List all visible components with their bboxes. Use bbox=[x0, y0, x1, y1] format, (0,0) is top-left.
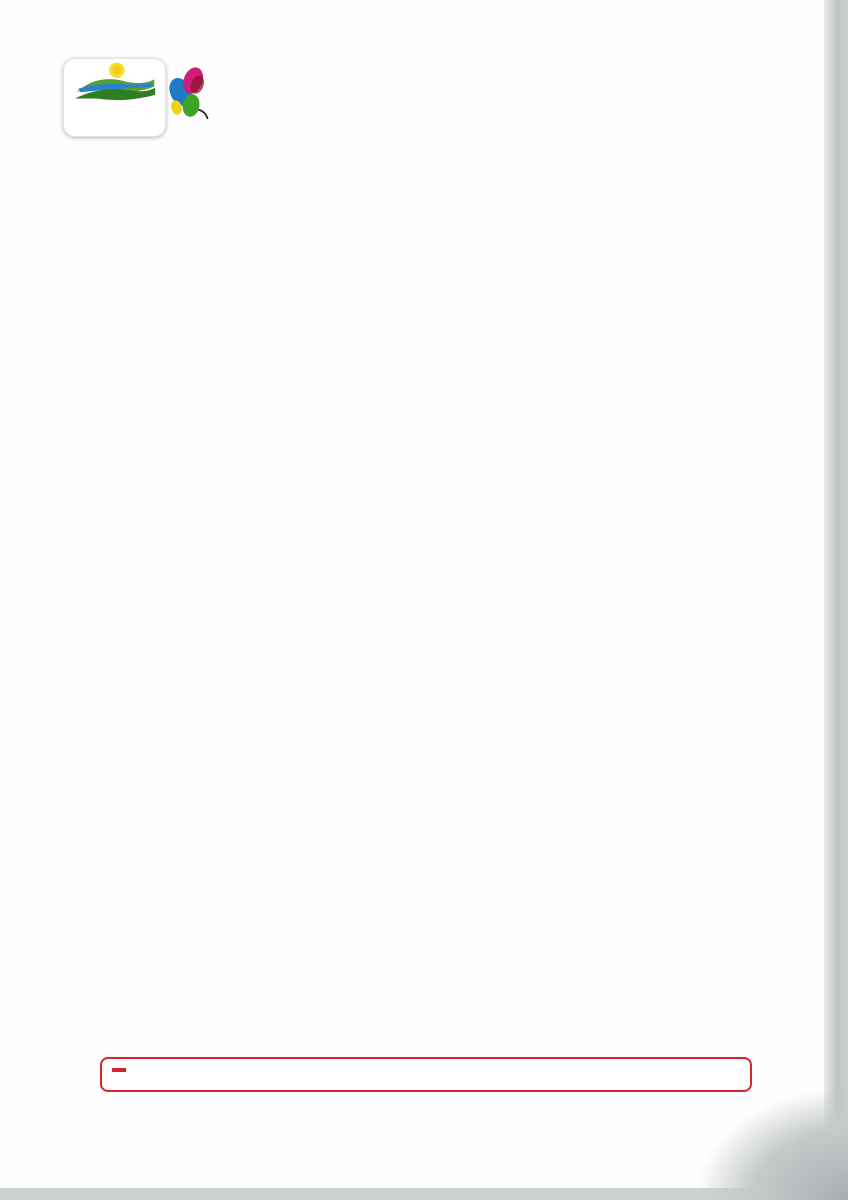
sirtom-logo bbox=[63, 58, 166, 137]
om-bin-slot bbox=[306, 112, 340, 155]
scan-shadow-corner bbox=[698, 1090, 848, 1200]
scan-edge-right bbox=[824, 0, 848, 1200]
legend-cs-label bbox=[596, 118, 620, 124]
legend-om-label bbox=[344, 120, 368, 126]
sirtom-landscape-icon bbox=[69, 62, 161, 104]
butterfly-icon bbox=[163, 62, 215, 126]
jours-feries-badge bbox=[112, 1068, 126, 1072]
cs-bin-slot bbox=[546, 109, 580, 152]
footer-note bbox=[100, 1057, 752, 1092]
